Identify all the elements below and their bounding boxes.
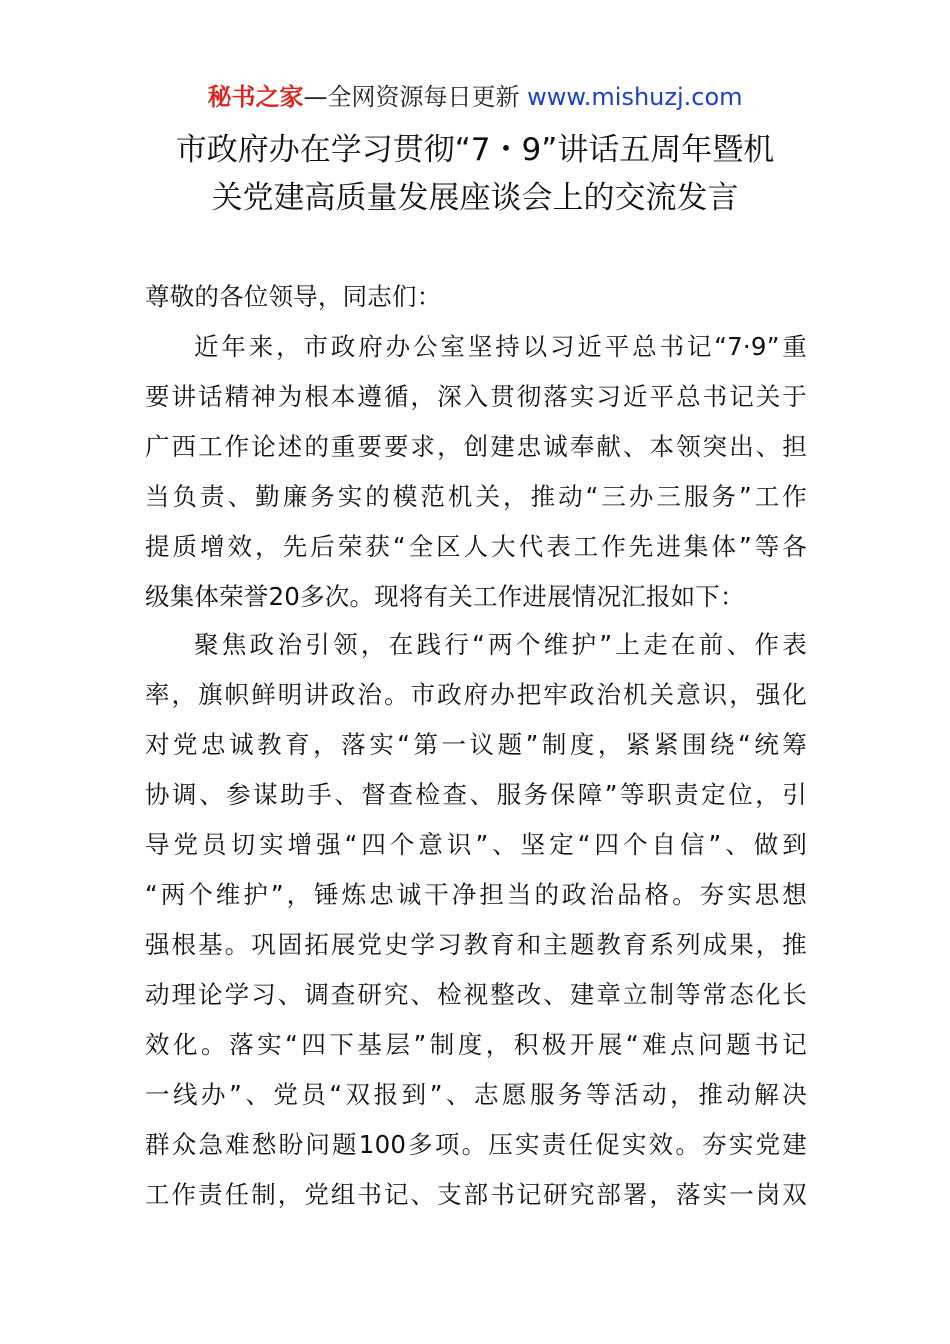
paragraph-line: 要讲话精神为根本遵循，深入贯彻落实习近平总书记关于: [145, 382, 807, 411]
paragraph-line: 当负责、勤廉务实的模范机关，推动“三办三服务”工作: [145, 482, 807, 511]
paragraph-line: 工作责任制，党组书记、支部书记研究部署，落实一岗双: [145, 1180, 807, 1209]
document-title-line-2: 关党建高质量发展座谈会上的交流发言: [211, 180, 739, 216]
paragraph-line: “两个维护”，锤炼忠诚干净担当的政治品格。夯实思想: [145, 880, 807, 909]
paragraph-line: 导党员切实增强“四个意识”、坚定“四个自信”、做到: [145, 830, 807, 859]
paragraph-line: 广西工作论述的重要要求，创建忠诚奉献、本领突出、担: [145, 432, 807, 461]
paragraph-line: 群众急难愁盼问题100多项。压实责任促实效。夯实党建: [145, 1130, 807, 1159]
paragraph-line: 动理论学习、调查研究、检视整改、建章立制等常态化长: [145, 980, 807, 1009]
paragraph-line: 强根基。巩固拓展党史学习教育和主题教育系列成果，推: [145, 930, 807, 959]
site-url-link[interactable]: www.mishuzj.com: [527, 83, 743, 111]
paragraph-line: 效化。落实“四下基层”制度，积极开展“难点问题书记: [145, 1030, 807, 1059]
header-tagline: —全网资源每日更新: [303, 83, 528, 111]
paragraph-line: 级集体荣誉20多次。现将有关工作进展情况汇报如下：: [145, 582, 745, 611]
paragraph-line: 聚焦政治引领，在践行“两个维护”上走在前、作表: [194, 630, 807, 659]
paragraph-line: 率，旗帜鲜明讲政治。市政府办把牢政治机关意识，强化: [145, 680, 807, 709]
brand-name: 秘书之家: [207, 83, 304, 111]
paragraph-line: 协调、参谋助手、督查检查、服务保障”等职责定位，引: [145, 780, 807, 809]
paragraph-line: 对党忠诚教育，落实“第一议题”制度，紧紧围绕“统筹: [145, 730, 807, 759]
paragraph-line: 提质增效，先后荣获“全区人大代表工作先进集体”等各: [145, 532, 807, 561]
header-banner: [0, 80, 950, 114]
salutation: 尊敬的各位领导，同志们：: [145, 282, 442, 311]
document-title-line-1: 市政府办在学习贯彻“7・9”讲话五周年暨机: [175, 132, 775, 168]
paragraph-line: 一线办”、党员“双报到”、志愿服务等活动，推动解决: [145, 1080, 807, 1109]
paragraph-line: 近年来，市政府办公室坚持以习近平总书记“7·9”重: [194, 332, 807, 361]
